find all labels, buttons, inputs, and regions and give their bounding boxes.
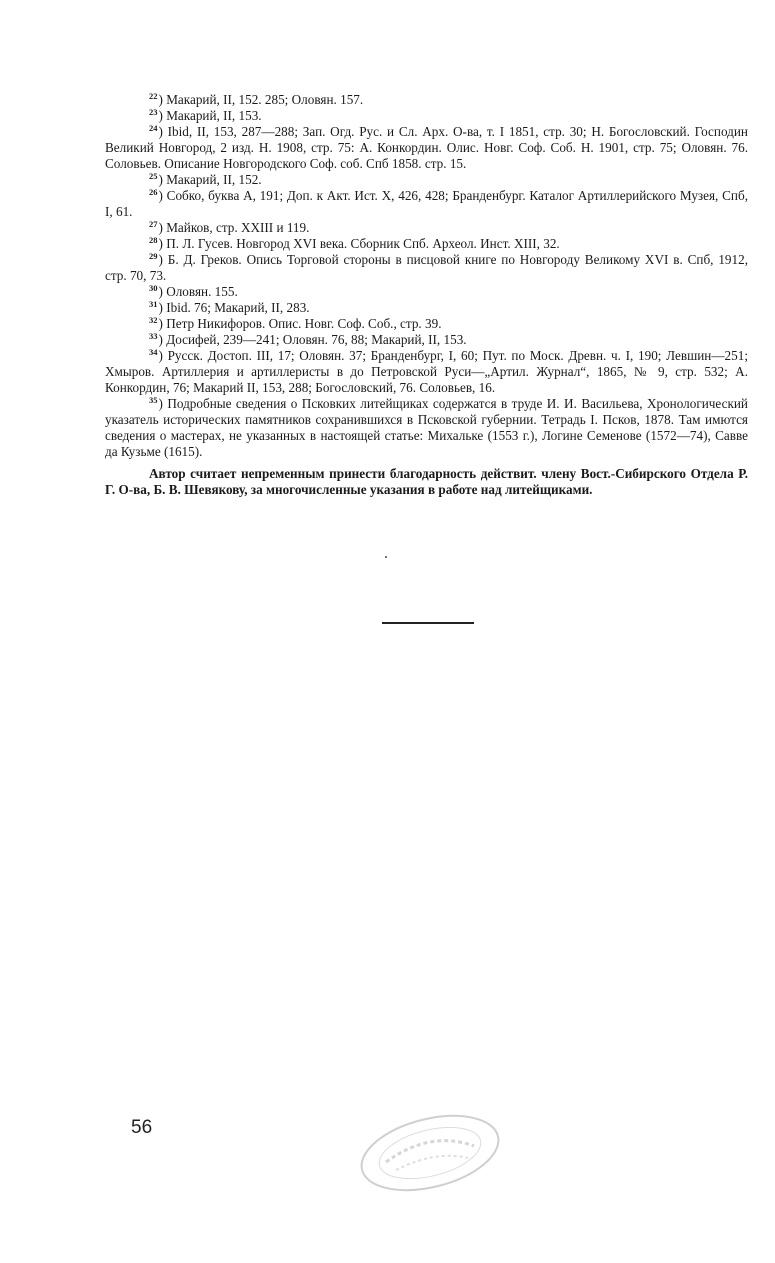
footnote-number: 26: [149, 187, 158, 197]
footnote-text: П. Л. Гусев. Новгород XVI века. Сборник Спб. Археол. Инст. XIII, 32.: [166, 236, 560, 251]
footnote-number: 28: [149, 235, 158, 245]
footnote-number: 30: [149, 283, 158, 293]
footnote-number: 32: [149, 315, 158, 325]
footnote-number: 22: [149, 91, 158, 101]
footnote-list: [105, 92, 748, 460]
footnote-text: Макарий, II, 152.: [166, 172, 262, 187]
ink-speck: [385, 556, 387, 558]
footnote-text: Макарий, II, 152. 285; Оловян. 157.: [166, 92, 364, 107]
footnote-text: Досифей, 239—241; Оловян. 76, 88; Макарий, II, 153.: [166, 332, 467, 347]
acknowledgement-paragraph: Автор считает непременным принести благодарность действит. члену Вост.-Сибирского Отдела Р. Г. О-ва, Б. В. Шевякову, за многочисленные указания в работе над литейщиками.: [105, 466, 748, 497]
footnote-number: 24: [149, 123, 158, 133]
footnotes-block: [105, 92, 748, 498]
footnote-24: $^{24}$) Ibid, II, 153, 287—288; Зап. Огд. Рус. и Сл. Арх. О-ва, т. I 1851, стр. 30; Н. Богословский. Господин Великий Новгород, 2 изд. Н. 1908, стр. 75: А. Конкордин. Олис. Новг. Соф. Соб. Н. 1901, стр. 75; Оловян. 76. Соловьев. Описание Новгородского Соф. соб. Спб 1858. стр. 15.: [105, 123, 748, 171]
footnote-34: $^{34}$) Русск. Достоп. III, 17; Оловян. 37; Бранденбург, I, 60; Пут. по Моск. Древн. ч. I, 190; Левшин—251; Хмыров. Артиллерия и артиллеристы в до Петровской Руси—„Артил. Журнал“, 1865, № 9, стр. 532; А. Конкордин, 76; Макарий II, 153, 288; Богословский, 76. Соловьев, 16.: [105, 347, 748, 395]
footnote-29: $^{29}$) Б. Д. Греков. Опись Торговой стороны в писцовой книге по Новгороду Великому XVI в. Спб, 1912, стр. 70, 73.: [105, 251, 748, 283]
footnote-text: Б. Д. Греков. Опись Торговой стороны в писцовой книге по Новгороду Великому XVI в. Спб, 1912, стр. 70, 73.: [105, 252, 748, 283]
footnote-32: $^{32}$) Петр Никифоров. Опис. Новг. Соф. Соб., стр. 39.: [149, 315, 442, 331]
footnote-text: Майков, стр. XXIII и 119.: [166, 220, 310, 235]
section-end-rule: [382, 622, 474, 624]
footnote-text: Макарий, II, 153.: [166, 108, 262, 123]
footnote-number: 31: [149, 299, 158, 309]
footnote-text: Ibid, II, 153, 287—288; Зап. Огд. Рус. и Сл. Арх. О-ва, т. I 1851, стр. 30; Н. Богословский. Господин Великий Новгород, 2 изд. Н. 1908, стр. 75: А. Конкордин. Олис. Новг. Соф. Соб. Н. 1901, стр. 75; Оловян. 76. Соловьев. Описание Новгородского Соф. соб. Спб 1858. стр. 15.: [105, 124, 748, 171]
footnote-30: $^{30}$) Оловян. 155.: [149, 283, 238, 299]
footnote-35: $^{35}$) Подробные сведения о Псковких литейщиках содержатся в труде И. И. Васильева, Хронологический указатель исторических памятников сохранившихся в Псковской губернии. Тетрадь I. Псков, 1878. Там имются сведения о мастерах, не указанных в настоящей статье: Михальке (1553 г.), Логине Семенове (1572—74), Савве да Кузьме (1615).: [105, 395, 748, 459]
footnote-31: $^{31}$) Ibid. 76; Макарий, II, 283.: [149, 299, 310, 315]
footnote-number: 25: [149, 171, 158, 181]
footnote-number: 29: [149, 251, 158, 261]
footnote-28: $^{28}$) П. Л. Гусев. Новгород XVI века. Сборник Спб. Археол. Инст. XIII, 32.: [149, 235, 560, 251]
footnote-text: Петр Никифоров. Опис. Новг. Соф. Соб., стр. 39.: [166, 316, 442, 331]
page-number: 56: [131, 1117, 153, 1138]
footnote-26: $^{26}$) Собко, буква А, 191; Доп. к Акт. Ист. Х, 426, 428; Бранденбург. Каталог Артиллерийского Музея, Спб, I, 61.: [105, 187, 748, 219]
footnote-25: $^{25}$) Макарий, II, 152.: [149, 171, 262, 187]
library-stamp-icon: [356, 1110, 504, 1196]
footnote-number: 35: [149, 395, 158, 405]
footnote-number: 33: [149, 331, 158, 341]
footnote-number: 34: [149, 347, 158, 357]
footnote-number: 27: [149, 219, 158, 229]
footnote-33: $^{33}$) Досифей, 239—241; Оловян. 76, 88; Макарий, II, 153.: [149, 331, 467, 347]
footnote-23: $^{23}$) Макарий, II, 153.: [149, 107, 262, 123]
footnote-text: Собко, буква А, 191; Доп. к Акт. Ист. Х, 426, 428; Бранденбург. Каталог Артиллерийского Музея, Спб, I, 61.: [105, 188, 748, 219]
footnote-text: Русск. Достоп. III, 17; Оловян. 37; Бранденбург, I, 60; Пут. по Моск. Древн. ч. I, 190; Левшин—251; Хмыров. Артиллерия и артиллеристы в до Петровской Руси—„Артил. Журнал“, 1865, № 9, стр. 532; А. Конкордин, 76; Макарий II, 153, 288; Богословский, 76. Соловьев, 16.: [105, 348, 748, 395]
footnote-27: $^{27}$) Майков, стр. XXIII и 119.: [149, 219, 310, 235]
footnote-text: Подробные сведения о Псковких литейщиках содержатся в труде И. И. Васильева, Хронологический указатель исторических памятников сохранившихся в Псковской губернии. Тетрадь I. Псков, 1878. Там имются сведения о мастерах, не указанных в настоящей статье: Михальке (1553 г.), Логине Семенове (1572—74), Савве да Кузьме (1615).: [105, 396, 748, 459]
footnote-text: Оловян. 155.: [166, 284, 238, 299]
footnote-22: $^{22}$) Макарий, II, 152. 285; Оловян. 157.: [149, 91, 364, 107]
footnote-text: Ibid. 76; Макарий, II, 283.: [166, 300, 310, 315]
footnote-number: 23: [149, 107, 158, 117]
